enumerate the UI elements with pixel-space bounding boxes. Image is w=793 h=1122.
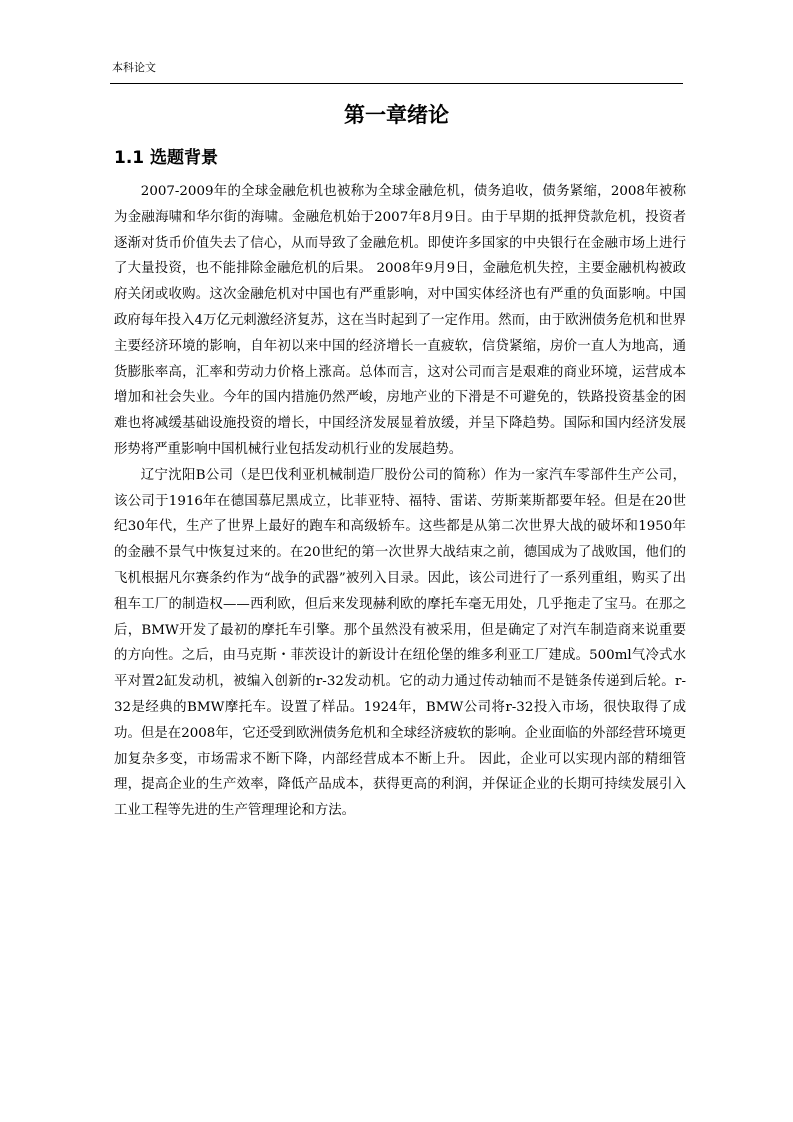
header-rule (110, 83, 683, 84)
paragraph: 辽宁沈阳B公司（是巴伐利亚机械制造厂股份公司的简称）作为一家汽车零部件生产公司，该公司于1916年在德国慕尼黑成立，比菲亚特、福特、雷诺、劳斯莱斯都要年轻。但是在20世纪30年代，生产了世界上最好的跑车和高级轿车。这些都是从第二次世界大战的破坏和1950年的金融不景气中恢复过来的。在20世纪的第一次世界大战结束之前，德国成为了战败国，他们的飞机根据凡尔赛条约作为“战争的武器”被列入目录。因此，该公司进行了一系列重组，购买了出租车工厂的制造权——西利欧，但后来发现赫利欧的摩托车毫无用处，几乎拖走了宝马。在那之后，BMW开发了最初的摩托车引擎。那个虽然没有被采用，但是确定了对汽车制造商来说重要的方向性。之后，由马克斯・菲茨设计的新设计在纽伦堡的维多利亚工厂建成。500ml气冷式水平对置2缸发动机，被编入创新的r-32发动机。它的动力通过传动轴而不是链条传递到后轮。r-32是经典的BMW摩托车。设置了样品。1924年，BMW公司将r-32投入市场，很快取得了成功。但是在2008年，它还受到欧洲债务危机和全球经济疲软的影响。企业面临的外部经营环境更加复杂多变，市场需求不断下降，内部经营成本不断上升。 因此，企业可以实现内部的精细管理，提高企业的生产效率，降低产品成本，获得更高的利润，并保证企业的长期可持续发展引入工业工程等先进的生产管理理论和方法。 (114, 467, 686, 819)
running-header: 本科论文 (112, 61, 156, 74)
section-heading: 1.1 选题背景 (114, 148, 219, 168)
body-text (114, 179, 686, 824)
chapter-title: 第一章绪论 (344, 103, 449, 127)
paragraph: 2007-2009年的全球金融危机也被称为全球金融危机，债务追收，债务紧缩，2008年被称为金融海啸和华尔街的海啸。金融危机始于2007年8月9日。由于早期的抵押贷款危机，投资者逐渐对货币价值失去了信心，从而导致了金融危机。即使许多国家的中央银行在金融市场上进行了大量投资，也不能排除金融危机的后果。 2008年9月9日，金融危机失控，主要金融机构被政府关闭或收购。这次金融危机对中国也有严重影响，对中国实体经济也有严重的负面影响。中国政府每年投入4万亿元刺激经济复苏，这在当时起到了一定作用。然而，由于欧洲债务危机和世界主要经济环境的影响，自年初以来中国的经济增长一直疲软，信贷紧缩，房价一直人为地高，通货膨胀率高，汇率和劳动力价格上涨高。总体而言，这对公司而言是艰难的商业环境，运营成本增加和社会失业。今年的国内措施仍然严峻，房地产业的下滑是不可避免的，铁路投资基金的困难也将减缓基础设施投资的增长，中国经济发展显着放缓，并呈下降趋势。国际和国内经济发展形势将严重影响中国机械行业包括发动机行业的发展趋势。 (114, 184, 686, 457)
